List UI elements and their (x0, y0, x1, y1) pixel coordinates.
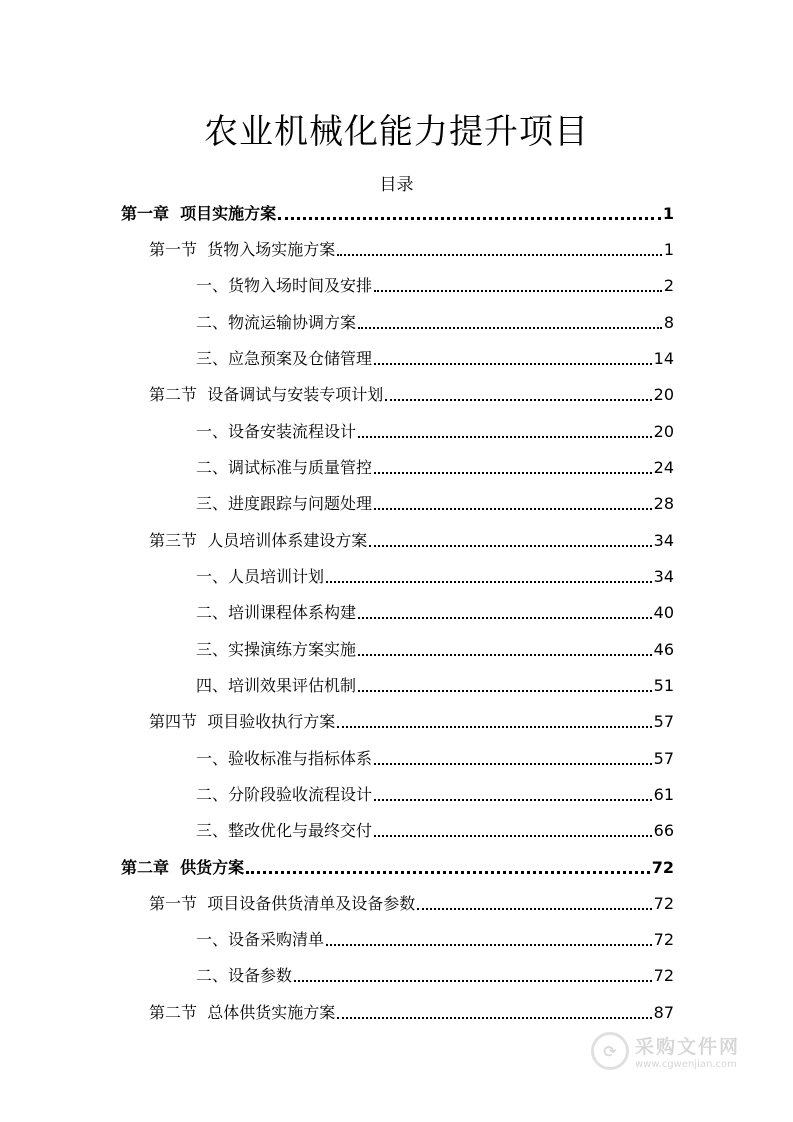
toc-entry-subsection[interactable] (196, 345, 674, 369)
dot-leader (385, 398, 651, 401)
toc-entry-label: 应急预案及仓储管理 (228, 349, 373, 368)
toc-entry-label: 设备参数 (228, 966, 293, 985)
dot-leader (374, 362, 652, 365)
toc-entry-number: 三、 (196, 349, 229, 368)
toc-entry-label: 分阶段验收流程设计 (228, 785, 373, 804)
dot-leader (294, 979, 652, 982)
toc-entry-number: 一、 (196, 930, 229, 949)
toc-entry-label: 物流运输协调方案 (228, 313, 357, 332)
toc-entry-page: 1 (662, 204, 674, 223)
toc-entry-section[interactable] (149, 999, 674, 1023)
toc-entry-number: 三、 (196, 494, 229, 513)
toc-entry-chapter[interactable] (121, 200, 674, 224)
dot-leader (337, 253, 662, 256)
toc-entry-page: 57 (653, 749, 674, 768)
toc-entry-page: 61 (653, 785, 674, 804)
toc-entry-label: 人员培训体系建设方案 (207, 531, 368, 550)
toc-entry-subsection[interactable] (196, 563, 674, 587)
toc-entry-number: 第二节 (149, 385, 208, 404)
toc-entry-subsection[interactable] (196, 272, 674, 296)
toc-entry-subsection[interactable] (196, 599, 674, 623)
toc-entry-number: 一、 (196, 276, 229, 295)
toc-entry-page: 72 (653, 966, 674, 985)
toc-entry-page: 14 (653, 349, 674, 368)
dot-leader (374, 798, 652, 801)
toc-entry-page: 28 (653, 494, 674, 513)
toc-entry-number: 第一章 (121, 204, 181, 223)
toc-entry-label: 项目验收执行方案 (207, 712, 336, 731)
toc-entry-number: 三、 (196, 821, 229, 840)
watermark-name: 采购文件网 (635, 1036, 741, 1058)
toc-entry-label: 验收标准与指标体系 (228, 749, 373, 768)
dot-leader (374, 289, 662, 292)
toc-entry-label: 整改优化与最终交付 (228, 821, 373, 840)
toc-entry-label: 实操演练方案实施 (228, 640, 357, 659)
dot-leader (374, 834, 652, 837)
toc-entry-section[interactable] (149, 527, 674, 551)
toc-entry-page: 40 (653, 603, 674, 622)
dot-leader (374, 471, 652, 474)
toc-entry-section[interactable] (149, 236, 674, 260)
toc-entry-chapter[interactable] (121, 854, 674, 878)
toc-entry-page: 72 (651, 858, 674, 877)
toc-entry-label: 项目实施方案 (180, 204, 277, 223)
toc-entry-page: 46 (653, 640, 674, 659)
toc-entry-label: 供货方案 (180, 858, 245, 877)
document-title: 农业机械化能力提升项目 (204, 112, 589, 152)
toc-entry-number: 第三节 (149, 531, 208, 550)
dot-leader (417, 907, 651, 910)
toc-entry-page: 34 (653, 531, 674, 550)
toc-entry-label: 项目设备供货清单及设备参数 (207, 894, 416, 913)
dot-leader (358, 653, 652, 656)
watermark-logo-icon: ⟳ (591, 1032, 629, 1070)
toc-entry-subsection[interactable] (196, 962, 674, 986)
toc-entry-number: 四、 (196, 676, 229, 695)
toc-entry-label: 培训效果评估机制 (228, 676, 357, 695)
toc-entry-number: 第二章 (121, 858, 181, 877)
toc-entry-subsection[interactable] (196, 636, 674, 660)
toc-entry-section[interactable] (149, 890, 674, 914)
toc-entry-page: 2 (663, 276, 674, 295)
toc-entry-number: 一、 (196, 422, 229, 441)
toc-entry-label: 调试标准与质量管控 (228, 458, 373, 477)
toc-entry-subsection[interactable] (196, 418, 674, 442)
toc-entry-number: 一、 (196, 567, 229, 586)
toc-entry-page: 24 (653, 458, 674, 477)
watermark-text (635, 1032, 740, 1070)
toc-entry-page: 87 (653, 1003, 674, 1022)
toc-entry-label: 总体供货实施方案 (207, 1003, 336, 1022)
toc-entry-page: 34 (653, 567, 674, 586)
toc-entry-subsection[interactable] (196, 454, 674, 478)
toc-entry-number: 一、 (196, 749, 229, 768)
toc-entry-subsection[interactable] (196, 672, 674, 696)
toc-entry-page: 20 (653, 422, 674, 441)
watermark-url: www.cgwenjian.com (635, 1059, 737, 1070)
toc-entry-number: 二、 (196, 313, 229, 332)
dot-leader (326, 943, 652, 946)
toc-entry-label: 培训课程体系构建 (228, 603, 357, 622)
toc-entry-label: 人员培训计划 (228, 567, 325, 586)
dot-leader (374, 762, 652, 765)
dot-leader (358, 616, 652, 619)
toc-entry-subsection[interactable] (196, 926, 674, 950)
dot-leader (358, 326, 662, 329)
toc-entry-page: 72 (653, 894, 674, 913)
toc-heading: 目录 (379, 175, 414, 195)
toc-entry-page: 1 (663, 240, 674, 259)
toc-entry-section[interactable] (149, 708, 674, 732)
dot-leader (358, 435, 652, 438)
toc-entry-section[interactable] (149, 381, 674, 405)
toc-entry-number: 第二节 (149, 1003, 208, 1022)
toc-entry-subsection[interactable] (196, 490, 674, 514)
toc-entry-number: 二、 (196, 785, 229, 804)
toc-entry-label: 设备安装流程设计 (228, 422, 357, 441)
dot-leader (358, 689, 652, 692)
toc-entry-label: 设备调试与安装专项计划 (207, 385, 384, 404)
toc-entry-page: 20 (653, 385, 674, 404)
dot-leader (246, 870, 650, 874)
toc-entry-number: 二、 (196, 458, 229, 477)
toc-entry-page: 8 (663, 313, 674, 332)
toc-entry-number: 二、 (196, 966, 229, 985)
toc-entry-subsection[interactable] (196, 745, 674, 769)
toc-entry-subsection[interactable] (196, 781, 674, 805)
toc-entry-number: 第一节 (149, 240, 208, 259)
toc-entry-label: 设备采购清单 (228, 930, 325, 949)
dot-leader (369, 544, 651, 547)
toc-entry-number: 第四节 (149, 712, 208, 731)
dot-leader (326, 580, 652, 583)
toc-entry-subsection[interactable] (196, 817, 674, 841)
toc-entry-label: 货物入场实施方案 (207, 240, 336, 259)
toc-entry-page: 66 (653, 821, 674, 840)
toc-entry-label: 进度跟踪与问题处理 (228, 494, 373, 513)
dot-leader (278, 216, 661, 220)
toc-entry-page: 57 (653, 712, 674, 731)
toc-entry-label: 货物入场时间及安排 (228, 276, 373, 295)
toc-entry-number: 二、 (196, 603, 229, 622)
toc-entry-page: 72 (653, 930, 674, 949)
toc-entry-number: 三、 (196, 640, 229, 659)
dot-leader (374, 507, 652, 510)
toc-entry-subsection[interactable] (196, 309, 674, 333)
dot-leader (337, 1016, 651, 1019)
dot-leader (337, 725, 651, 728)
toc-entry-page: 51 (653, 676, 674, 695)
watermark (591, 1027, 751, 1075)
toc-entry-number: 第一节 (149, 894, 208, 913)
